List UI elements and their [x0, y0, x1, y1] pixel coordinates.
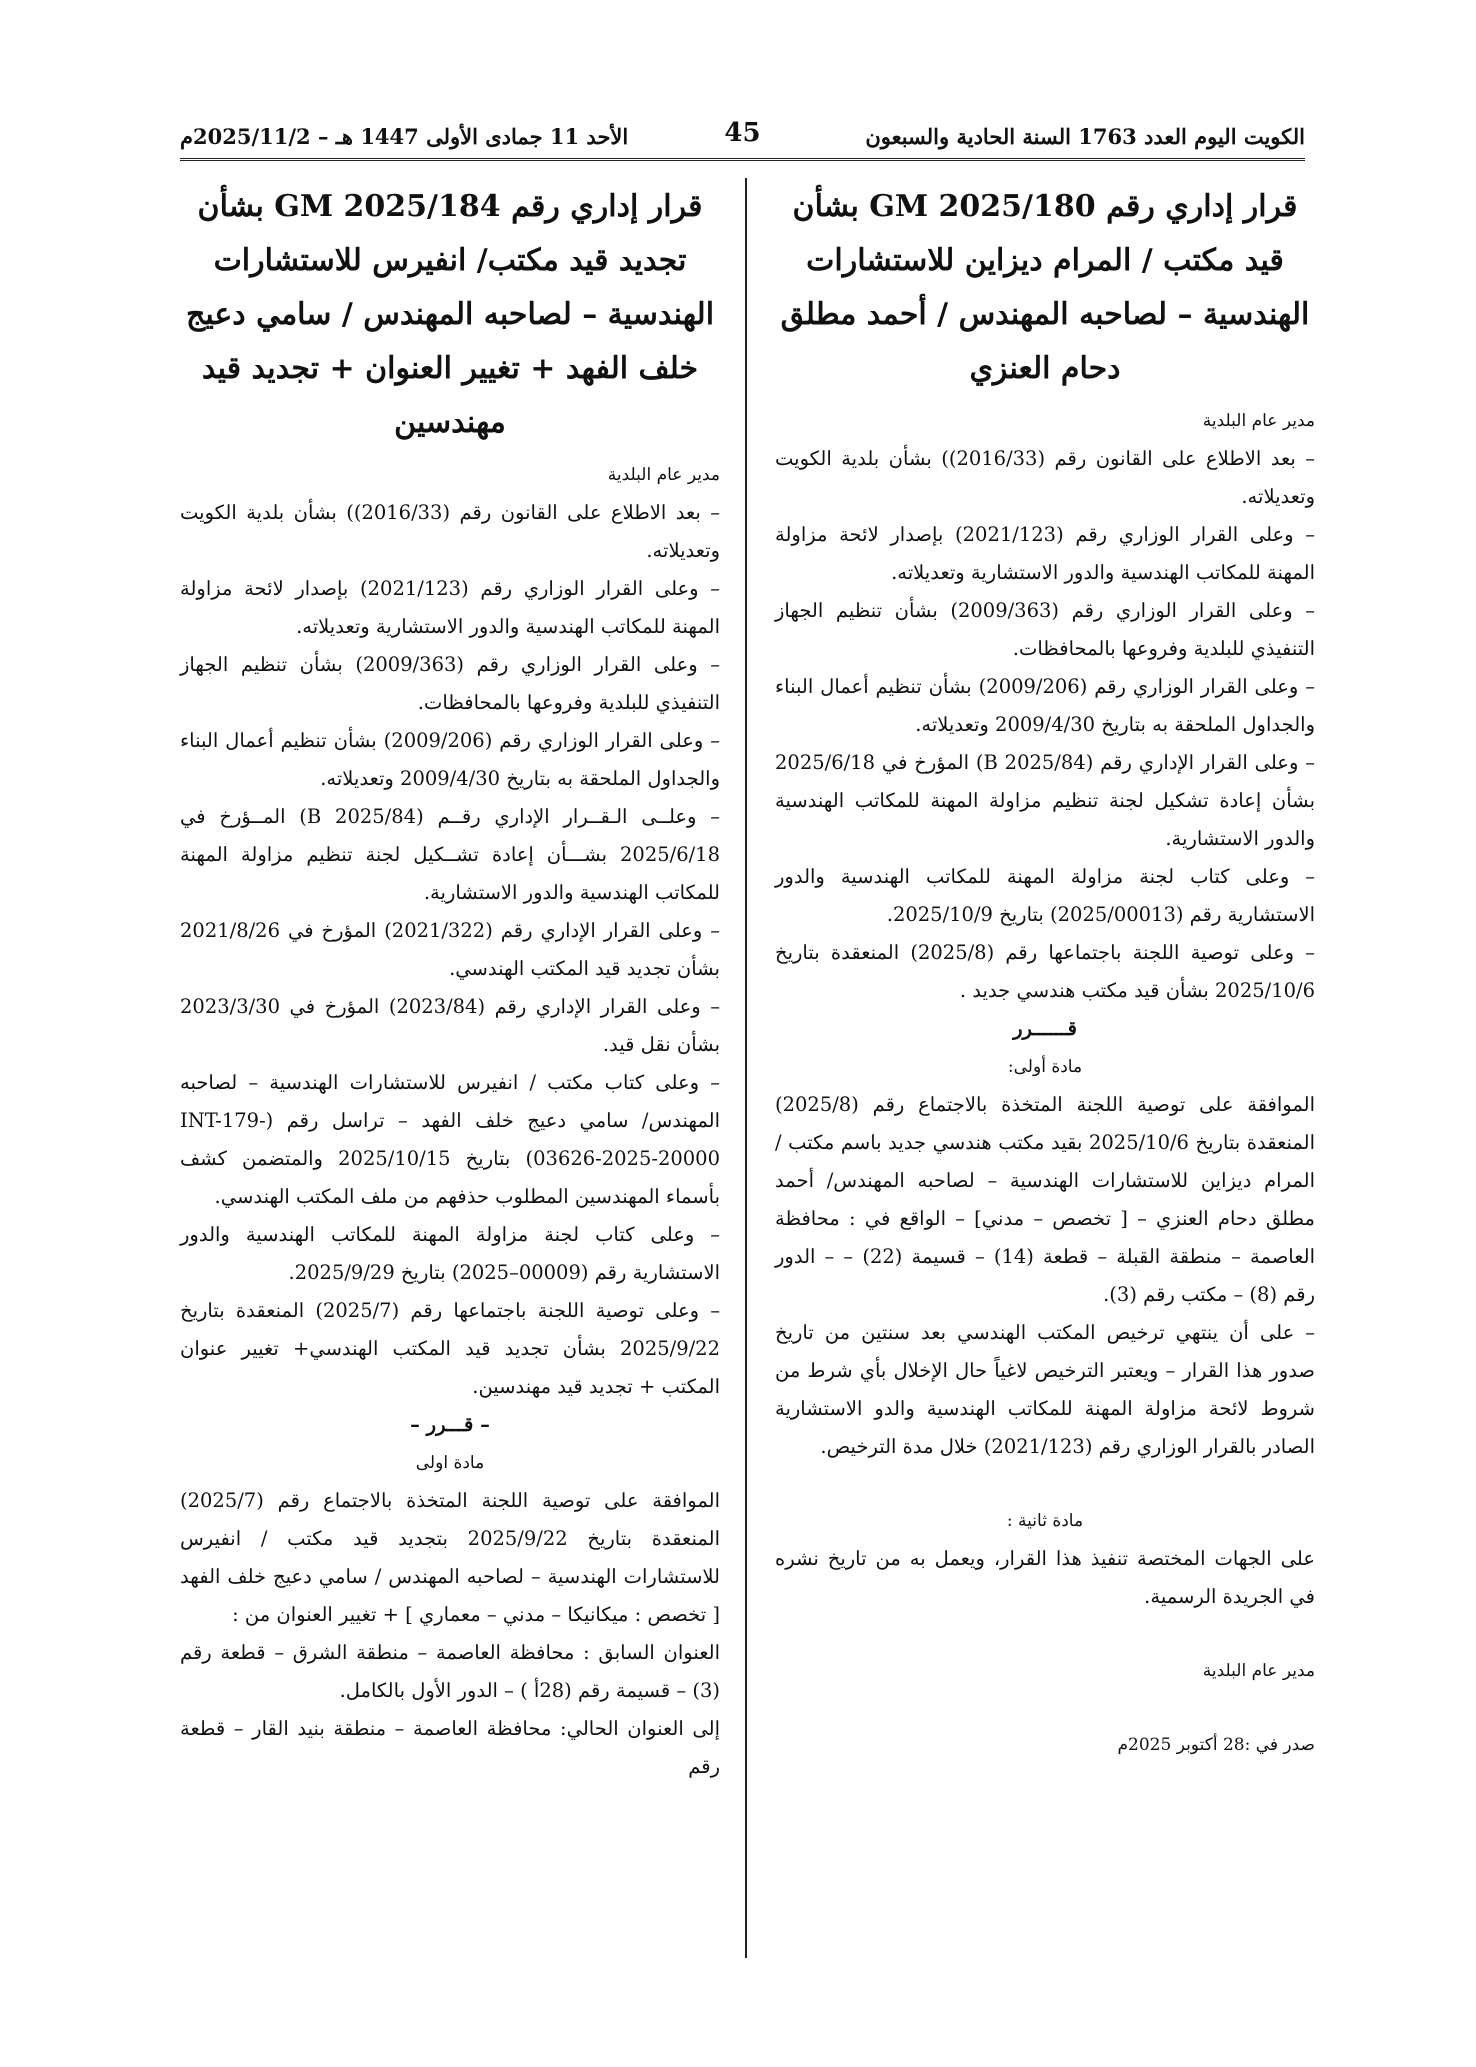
- article-1-text: الموافقة على توصية اللجنة المتخذة بالاجتماع رقم (2025/7) المنعقدة بتاريخ 2025/9/22 بتجديد قيد مكتب / انفيرس للاستشارات الهندسية – لصاحبه المهندس / سامي دعيج خلف الفهد [ تخصص : ميكانيكا – مدني – معماري ] + تغيير العنوان من :: [180, 1489, 720, 1626]
- page-number: 45: [724, 118, 761, 148]
- column-divider: [745, 178, 747, 1958]
- issuer-label: مدير عام البلدية: [1202, 411, 1315, 431]
- issuer-label: مدير عام البلدية: [607, 465, 720, 485]
- article-2-text: على الجهات المختصة تنفيذ هذا القرار، ويعمل به من تاريخ نشره في الجريدة الرسمية.: [775, 1547, 1315, 1608]
- header-issue-info: الكويت اليوم العدد 1763 السنة الحادية والسبعون: [865, 124, 1305, 149]
- signature: مدير عام البلدية: [1202, 1661, 1315, 1681]
- page-header: [180, 118, 1305, 161]
- decision-heading: – قـــرر –: [410, 1413, 490, 1436]
- recital: – وعلى القرار الوزاري رقم (2009/363) بشأن تنظيم الجهاز التنفيذي للبلدية وفروعها بالمحافظات.: [775, 599, 1315, 660]
- article-1-condition: – على أن ينتهي ترخيص المكتب الهندسي بعد سنتين من تاريخ صدور هذا القرار – ويعتبر الترخيص لاغياً حال الإخلال بأي شرط من شروط لائحة مزاولة المهنة للمكاتب الهندسية والدو الاستشارية الصادر بالقرار الوزاري رقم (2021/123) خلال مدة الترخيص.: [775, 1321, 1315, 1458]
- article-1-title: مادة اولى: [415, 1453, 485, 1473]
- recital: – وعلى توصية اللجنة باجتماعها رقم (2025/7) المنعقدة بتاريخ 2025/9/22 بشأن تجديد قيد المكتب الهندسي+ تغيير عنوان المكتب + تجديد قيد مهندسين.: [180, 1299, 720, 1398]
- article-1-title: مادة أولى:: [1007, 1057, 1083, 1077]
- decision-180-column: [775, 180, 1315, 1764]
- spacer: [775, 1466, 1315, 1502]
- recital: – بعد الاطلاع على القانون رقم (2016/33)) بشأن بلدية الكويت وتعديلاته.: [180, 501, 720, 562]
- recital: – وعلى كتاب مكتب / انفيرس للاستشارات الهندسية – لصاحبه المهندس/ سامي دعيج خلف الفهد – تراسل رقم (INT-179-03626-2025-20000) بتاريخ 2025/10/15 والمتضمن كشف بأسماء المهندسين المطلوب حذفهم من ملف المكتب الهندسي.: [180, 1071, 720, 1208]
- recital: – وعلى القرار الإداري رقم (2023/84) المؤرخ في 2023/3/30 بشأن نقل قيد.: [180, 995, 720, 1056]
- article-2-title: مادة ثانية :: [1006, 1511, 1084, 1531]
- recital: – وعلى القرار الوزاري رقم (2021/123) بإصدار لائحة مزاولة المهنة للمكاتب الهندسية والدور الاستشارية وتعديلاته.: [775, 523, 1315, 584]
- recital: – وعلى القرار الوزاري رقم (2021/123) بإصدار لائحة مزاولة المهنة للمكاتب الهندسية والدور الاستشارية وتعديلاته.: [180, 577, 720, 638]
- recital: – وعلى القرار الإداري رقم (2021/322) المؤرخ في 2021/8/26 بشأن تجديد قيد المكتب الهندسي.: [180, 919, 720, 980]
- article-1-text: الموافقة على توصية اللجنة المتخذة بالاجتماع رقم (2025/8) المنعقدة بتاريخ 2025/10/6 بقيد مكتب هندسي جديد باسم مكتب / المرام ديزاين للاستشارات الهندسية – لصاحبه المهندس/ أحمد مطلق دحام العنزي – [ تخصص – مدني] – الواقع في : محافظة العاصمة – منطقة القبلة – قطعة (14) – قسيمة (22) – – الدور رقم (8) – مكتب رقم (3).: [775, 1093, 1316, 1306]
- decision-heading: قــــــرر: [1013, 1017, 1077, 1040]
- recital: – وعلى توصية اللجنة باجتماعها رقم (2025/8) المنعقدة بتاريخ 2025/10/6 بشأن قيد مكتب هندسي جديد .: [775, 941, 1315, 1002]
- spacer: [775, 1690, 1315, 1726]
- spacer: [775, 1616, 1315, 1652]
- recital: – وعلى القرار الوزاري رقم (2009/206) بشأن تنظيم أعمال البناء والجداول الملحقة به بتاريخ 2009/4/30 وتعديلاته.: [180, 729, 720, 790]
- issue-date: صدر في :28 أكتوبر 2025م: [1117, 1735, 1315, 1755]
- recital: – وعلى القرار الوزاري رقم (2009/206) بشأن تنظيم أعمال البناء والجداول الملحقة به بتاريخ 2009/4/30 وتعديلاته.: [775, 675, 1315, 736]
- decision-184-column: [180, 180, 720, 1786]
- recital: – وعلــى الـقــرار الإداري رقــم (B 2025/84) المــؤرخ في 2025/6/18 بشـــأن إعادة تشــكيل لجنة تنظيم مزاولة المهنة للمكاتب الهندسية والدور الاستشارية.: [180, 805, 720, 904]
- previous-address: العنوان السابق : محافظة العاصمة – منطقة الشرق – قطعة رقم (3) – قسيمة رقم (28أ ) – الدور الأول بالكامل.: [180, 1641, 720, 1702]
- current-address: إلى العنوان الحالي: محافظة العاصمة – منطقة بنيد القار – قطعة رقم: [180, 1717, 720, 1778]
- decision-184-title: قرار إداري رقم GM 2025/184 بشأن تجديد قيد مكتب/ انفيرس للاستشارات الهندسية – لصاحبه المهندس / سامي دعيج خلف الفهد + تغيير العنوان + تجديد قيد مهندسين: [185, 189, 715, 440]
- header-date: الأحد 11 جمادى الأولى 1447 هـ – 2025/11/2م: [180, 124, 629, 149]
- recital: – وعلى القرار الوزاري رقم (2009/363) بشأن تنظيم الجهاز التنفيذي للبلدية وفروعها بالمحافظات.: [180, 653, 720, 714]
- recital: – وعلى القرار الإداري رقم (B 2025/84) المؤرخ في 2025/6/18 بشأن إعادة تشكيل لجنة تنظيم مزاولة المهنة للمكاتب الهندسية والدور الاستشارية.: [775, 751, 1315, 850]
- recital: – وعلى كتاب لجنة مزاولة المهنة للمكاتب الهندسية والدور الاستشارية رقم (00009–2025) بتاريخ 2025/9/29.: [180, 1223, 720, 1284]
- decision-180-title: قرار إداري رقم GM 2025/180 بشأن قيد مكتب / المرام ديزاين للاستشارات الهندسية – لصاحبه المهندس / أحمد مطلق دحام العنزي: [780, 189, 1310, 386]
- recital: – بعد الاطلاع على القانون رقم (2016/33)) بشأن بلدية الكويت وتعديلاته.: [775, 447, 1315, 508]
- recital: – وعلى كتاب لجنة مزاولة المهنة للمكاتب الهندسية والدور الاستشارية رقم (2025/00013) بتاريخ 2025/10/9.: [775, 865, 1315, 926]
